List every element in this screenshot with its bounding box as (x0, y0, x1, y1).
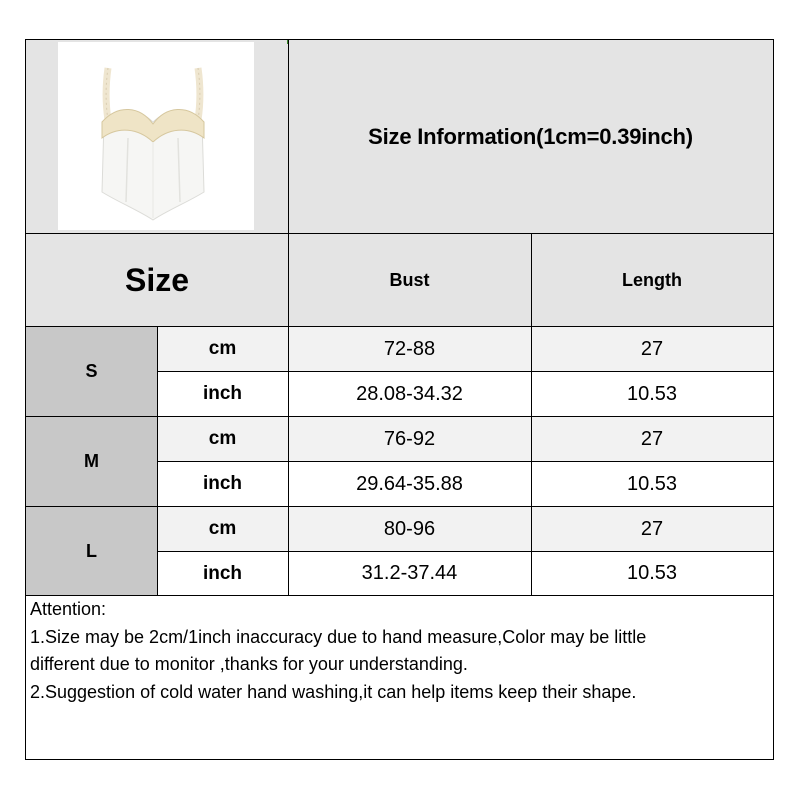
divider (26, 326, 773, 327)
unit-label: inch (202, 383, 243, 404)
size-l-cell (26, 507, 157, 595)
bust-header-cell (288, 234, 531, 326)
product-image (58, 42, 254, 230)
bust-text: 76-92 (383, 427, 436, 450)
size-chart (25, 39, 774, 760)
note-line: 1.Size may be 2cm/1inch inaccuracy due to hand measure,Color may be little (30, 626, 647, 647)
bust-value (288, 327, 531, 371)
size-m-cell (26, 417, 157, 506)
length-value (531, 327, 773, 371)
note-line: different due to monitor ,thanks for your understanding. (30, 654, 468, 674)
divider (26, 233, 773, 234)
bust-value (288, 462, 531, 506)
page-title: Size Information(1cm=0.39inch) (368, 124, 693, 149)
length-header-cell (531, 234, 773, 326)
unit-label: inch (202, 562, 243, 584)
bust-text: 31.2-37.44 (361, 562, 458, 584)
unit-label: inch (202, 473, 243, 494)
divider (157, 371, 773, 372)
divider (157, 551, 773, 552)
table-row (157, 327, 288, 371)
bust-value (288, 507, 531, 551)
length-value (531, 417, 773, 461)
table-row (157, 417, 288, 461)
size-s-cell (26, 327, 157, 416)
divider (26, 506, 773, 507)
length-text: 10.53 (626, 562, 678, 584)
size-label: S (85, 361, 98, 381)
bust-text: 80-96 (383, 517, 436, 540)
divider (157, 461, 773, 462)
bust-text: 28.08-34.32 (356, 382, 463, 405)
length-text: 27 (640, 517, 664, 540)
length-header: Length (622, 269, 682, 290)
bust-text: 29.64-35.88 (356, 472, 463, 495)
unit-label: cm (208, 338, 237, 359)
product-photo-frame (58, 42, 254, 230)
bust-value (288, 417, 531, 461)
product-photo-cell (26, 40, 288, 234)
length-value (531, 552, 773, 595)
length-text: 10.53 (626, 472, 678, 495)
table-row (157, 462, 288, 506)
size-label: M (84, 451, 99, 471)
divider (26, 416, 773, 417)
bust-header: Bust (389, 269, 430, 290)
table-row (157, 507, 288, 551)
bust-value (288, 552, 531, 595)
length-text: 27 (640, 427, 664, 450)
length-text: 10.53 (626, 382, 678, 405)
size-header: Size (124, 261, 190, 298)
divider (157, 326, 158, 596)
bust-value (288, 372, 531, 416)
bust-text: 72-88 (383, 337, 436, 360)
attention-notes (30, 596, 770, 706)
title-cell (288, 40, 773, 234)
divider (288, 40, 289, 596)
unit-label: cm (208, 428, 237, 449)
length-text: 27 (640, 337, 664, 360)
length-value (531, 372, 773, 416)
table-row (157, 372, 288, 416)
notes-heading: Attention: (30, 599, 107, 619)
divider (531, 233, 532, 596)
size-header-cell (26, 234, 288, 326)
length-value (531, 507, 773, 551)
length-value (531, 462, 773, 506)
note-line: 2.Suggestion of cold water hand washing,it can help items keep their shape. (30, 681, 637, 702)
table-row (157, 552, 288, 595)
size-label: L (86, 540, 97, 561)
unit-label: cm (208, 518, 237, 539)
